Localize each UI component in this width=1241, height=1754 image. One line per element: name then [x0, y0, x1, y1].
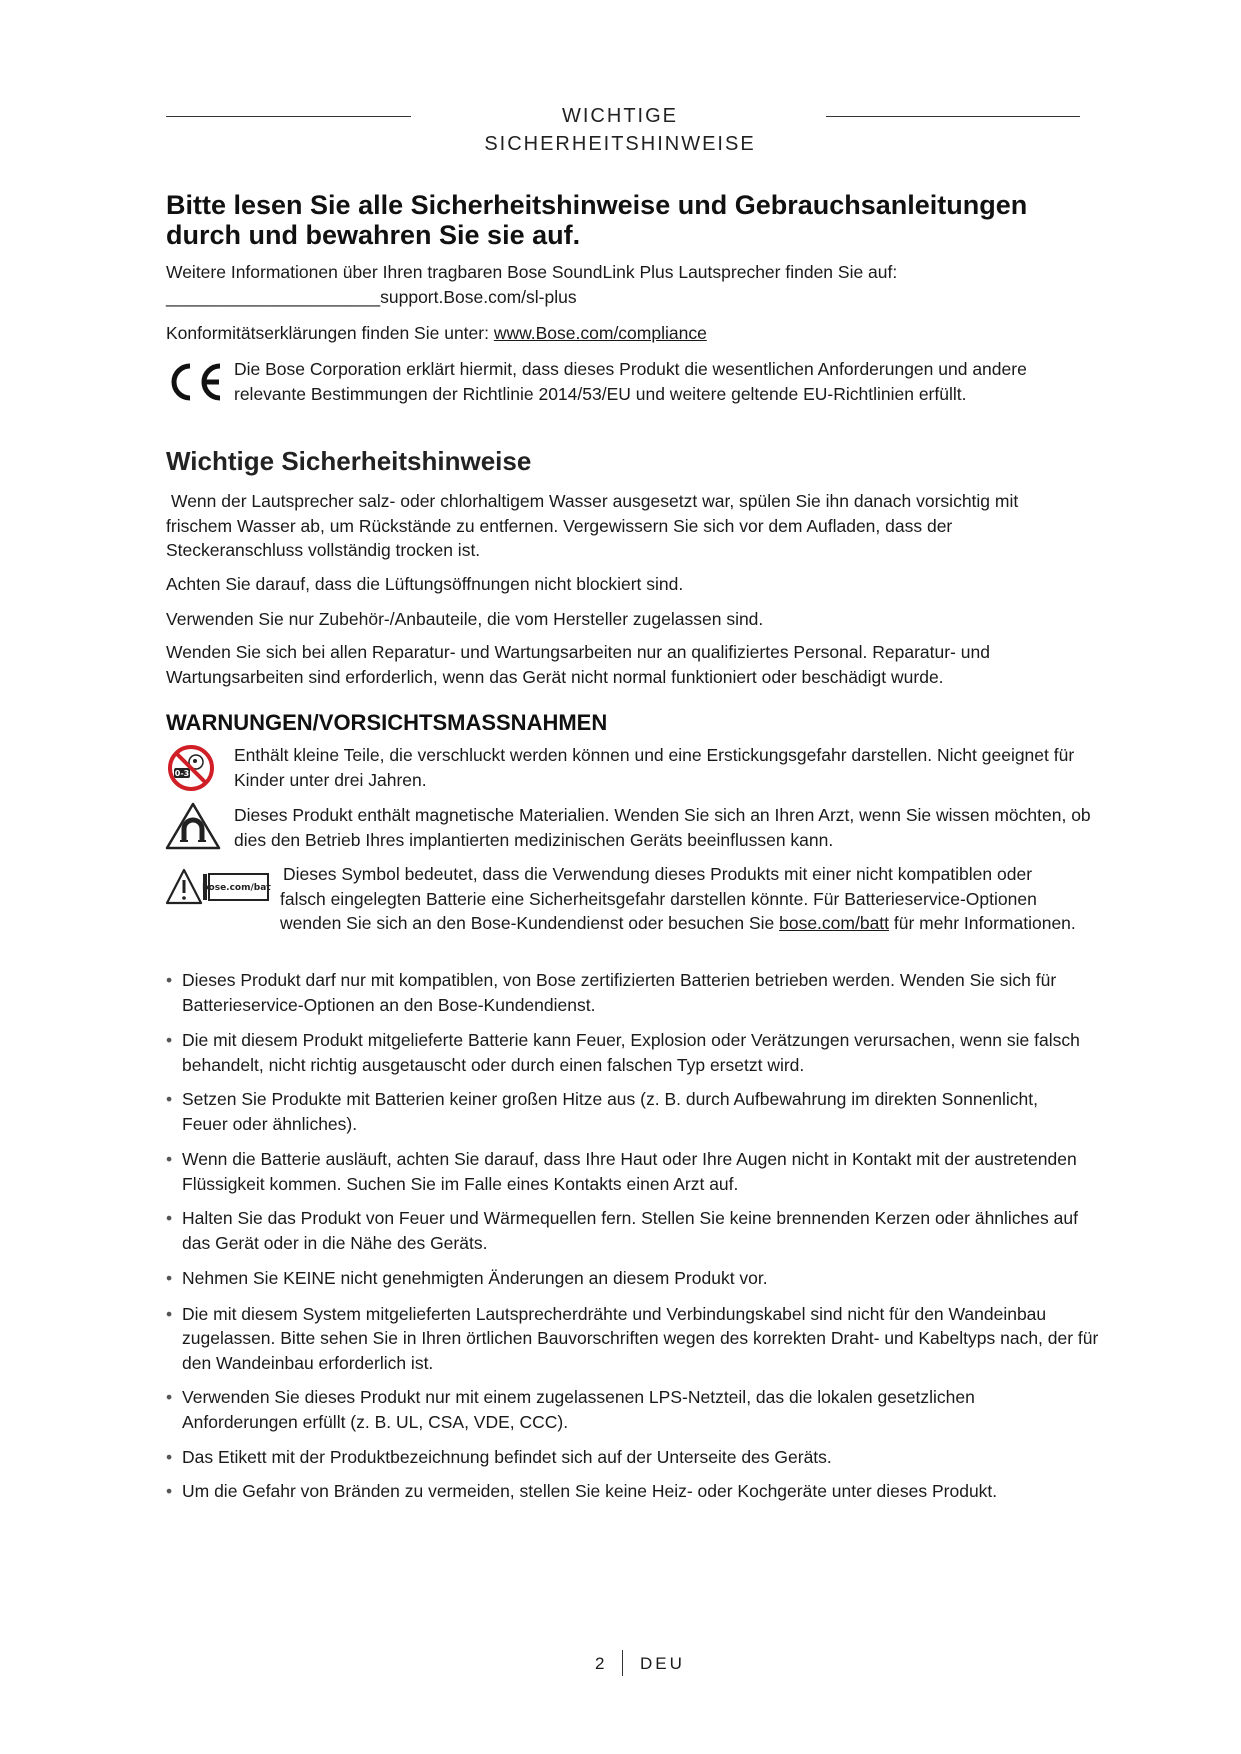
battery-text-before: Dieses Symbol bedeutet, dass die Verwendung dieses Produkts mit einer nicht kompatiblen oder falsch eingelegten Batterie eine Sicherheitsgefahr darstellen könnte. Für Batterieservice-Optionen wenden Sie sich an den Bose-Kundendienst oder besuchen Sie [280, 864, 1037, 933]
battery-warning-icon [165, 867, 271, 907]
header-title: WICHTIGE SICHERHEITSHINWEISE [484, 105, 756, 155]
safety-paragraph-4: Wenden Sie sich bei allen Reparatur- und Wartungsarbeiten nur an qualifiziertes Personal. Reparatur- und Wartungsarbeiten sind erforderlich, wenn das Gerät nicht normal funktioniert oder beschädigt wurde. [166, 642, 990, 687]
header-rule-left [166, 116, 411, 117]
list-item: • Das Etikett mit der Produktbezeichnung befindet sich auf der Unterseite des Geräts. [166, 1445, 1082, 1470]
battery-icon-label: bose.com/batt [202, 883, 271, 893]
magnet-warning-icon [164, 801, 222, 851]
list-item: • Verwenden Sie dieses Produkt nur mit einem zugelassenen LPS-Netzteil, das die lokalen gesetzlichen Anforderungen erfüllt (z. B. UL, CSA, VDE, CCC). [166, 1385, 1082, 1434]
list-item: • Die mit diesem Produkt mitgelieferte Batterie kann Feuer, Explosion oder Verätzungen verursachen, wenn sie falsch behandelt, nicht richtig ausgetauscht oder durch einen falschen Typ ersetzt wird. [166, 1028, 1082, 1077]
battery-text-after: für mehr Informationen. [889, 913, 1076, 933]
info-url[interactable]: support.Bose.com/sl-plus [380, 287, 577, 307]
battery-symbol-text [280, 862, 1080, 936]
intro-heading: Bitte lesen Sie alle Sicherheitshinweise und Gebrauchsanleitungen durch und bewahren Sie sie auf. [166, 190, 1028, 250]
page-number: 2 [595, 1654, 607, 1673]
small-parts-text: Enthält kleine Teile, die verschluckt werden können und eine Erstickungsgefahr darstellen. Nicht geeignet für Kinder unter drei Jahren. [234, 745, 1075, 790]
battery-link[interactable]: bose.com/batt [779, 913, 890, 933]
safety-paragraph-1: Wenn der Lautsprecher salz- oder chlorhaltigem Wasser ausgesetzt war, spülen Sie ihn danach vorsichtig mit frischem Wasser ab, um Rückstände zu entfernen. Vergewissern Sie sich vor dem Aufladen, dass der Steckeranschluss vollständig trocken ist. [166, 491, 1019, 560]
list-item: • Die mit diesem System mitgelieferten Lautsprecherdrähte und Verbindungskabel sind nicht für den Wandeinbau zugelassen. Bitte sehen Sie in Ihren örtlichen Bauvorschriften wegen des korrekten Draht- und Kabeltyps nach, der für den Wandeinbau erforderlich ist. [166, 1302, 1112, 1376]
list-item: • Nehmen Sie KEINE nicht genehmigten Änderungen an diesem Produkt vor. [166, 1266, 1082, 1291]
header-rule-right [826, 116, 1080, 117]
small-parts-warning-icon [166, 743, 216, 793]
list-item: • Wenn die Batterie ausläuft, achten Sie darauf, dass Ihre Haut oder Ihre Augen nicht in Kontakt mit der austretenden Flüssigkeit kommen. Suchen Sie im Falle eines Kontakts einen Arzt auf. [166, 1147, 1082, 1196]
language-code: DEU [640, 1654, 685, 1673]
compliance-link[interactable]: www.Bose.com/compliance [493, 323, 707, 343]
small-parts-icon-label: 0-3 [174, 769, 190, 778]
info-line: Weitere Informationen über Ihren tragbaren Bose SoundLink Plus Lautsprecher finden Sie auf: [166, 262, 898, 282]
list-item: • Halten Sie das Produkt von Feuer und Wärmequellen fern. Stellen Sie keine brennenden Kerzen oder ähnliches auf das Gerät oder in die Nähe des Geräts. [166, 1206, 1082, 1255]
compliance-prefix: Konformitätserklärungen finden Sie unter: [166, 323, 494, 343]
warnings-heading: WARNUNGEN/VORSICHTSMASSNAHMEN [166, 710, 608, 735]
ce-mark-icon [164, 358, 226, 406]
safety-heading: Wichtige Sicherheitshinweise [166, 446, 532, 476]
info-url-line [166, 285, 1106, 310]
info-blank: ______________________ [166, 287, 381, 307]
safety-paragraph-3: Verwenden Sie nur Zubehör-/Anbauteile, die vom Hersteller zugelassen sind. [166, 609, 764, 629]
ce-text: Die Bose Corporation erklärt hiermit, dass dieses Produkt die wesentlichen Anforderungen und andere relevante Bestimmungen der Richtlinie 2014/53/EU und weitere geltende EU-Richtlinien erfüllt. [234, 359, 1027, 404]
warnings-list [166, 968, 1099, 1503]
page-footer [560, 1650, 720, 1680]
list-item: • Um die Gefahr von Bränden zu vermeiden, stellen Sie keine Heiz- oder Kochgeräte unter dieses Produkt. [166, 1479, 1112, 1504]
compliance-line [166, 321, 1106, 346]
magnetic-text: Dieses Produkt enthält magnetische Materialien. Wenden Sie sich an Ihren Arzt, wenn Sie wissen möchten, ob dies den Betrieb Ihres implantierten medizinischen Geräts beeinflussen kann. [234, 805, 1091, 850]
running-header [166, 102, 1080, 155]
footer-separator [622, 1650, 623, 1676]
list-item: • Dieses Produkt darf nur mit kompatiblen, von Bose zertifizierten Batterien betrieben werden. Wenden Sie sich für Batterieservice-Optionen an den Bose-Kundendienst. [166, 968, 1082, 1017]
safety-paragraph-2: Achten Sie darauf, dass die Lüftungsöffnungen nicht blockiert sind. [166, 574, 684, 594]
list-item: • Setzen Sie Produkte mit Batterien keiner großen Hitze aus (z. B. durch Aufbewahrung im direkten Sonnenlicht, Feuer oder ähnliches). [166, 1087, 1042, 1136]
